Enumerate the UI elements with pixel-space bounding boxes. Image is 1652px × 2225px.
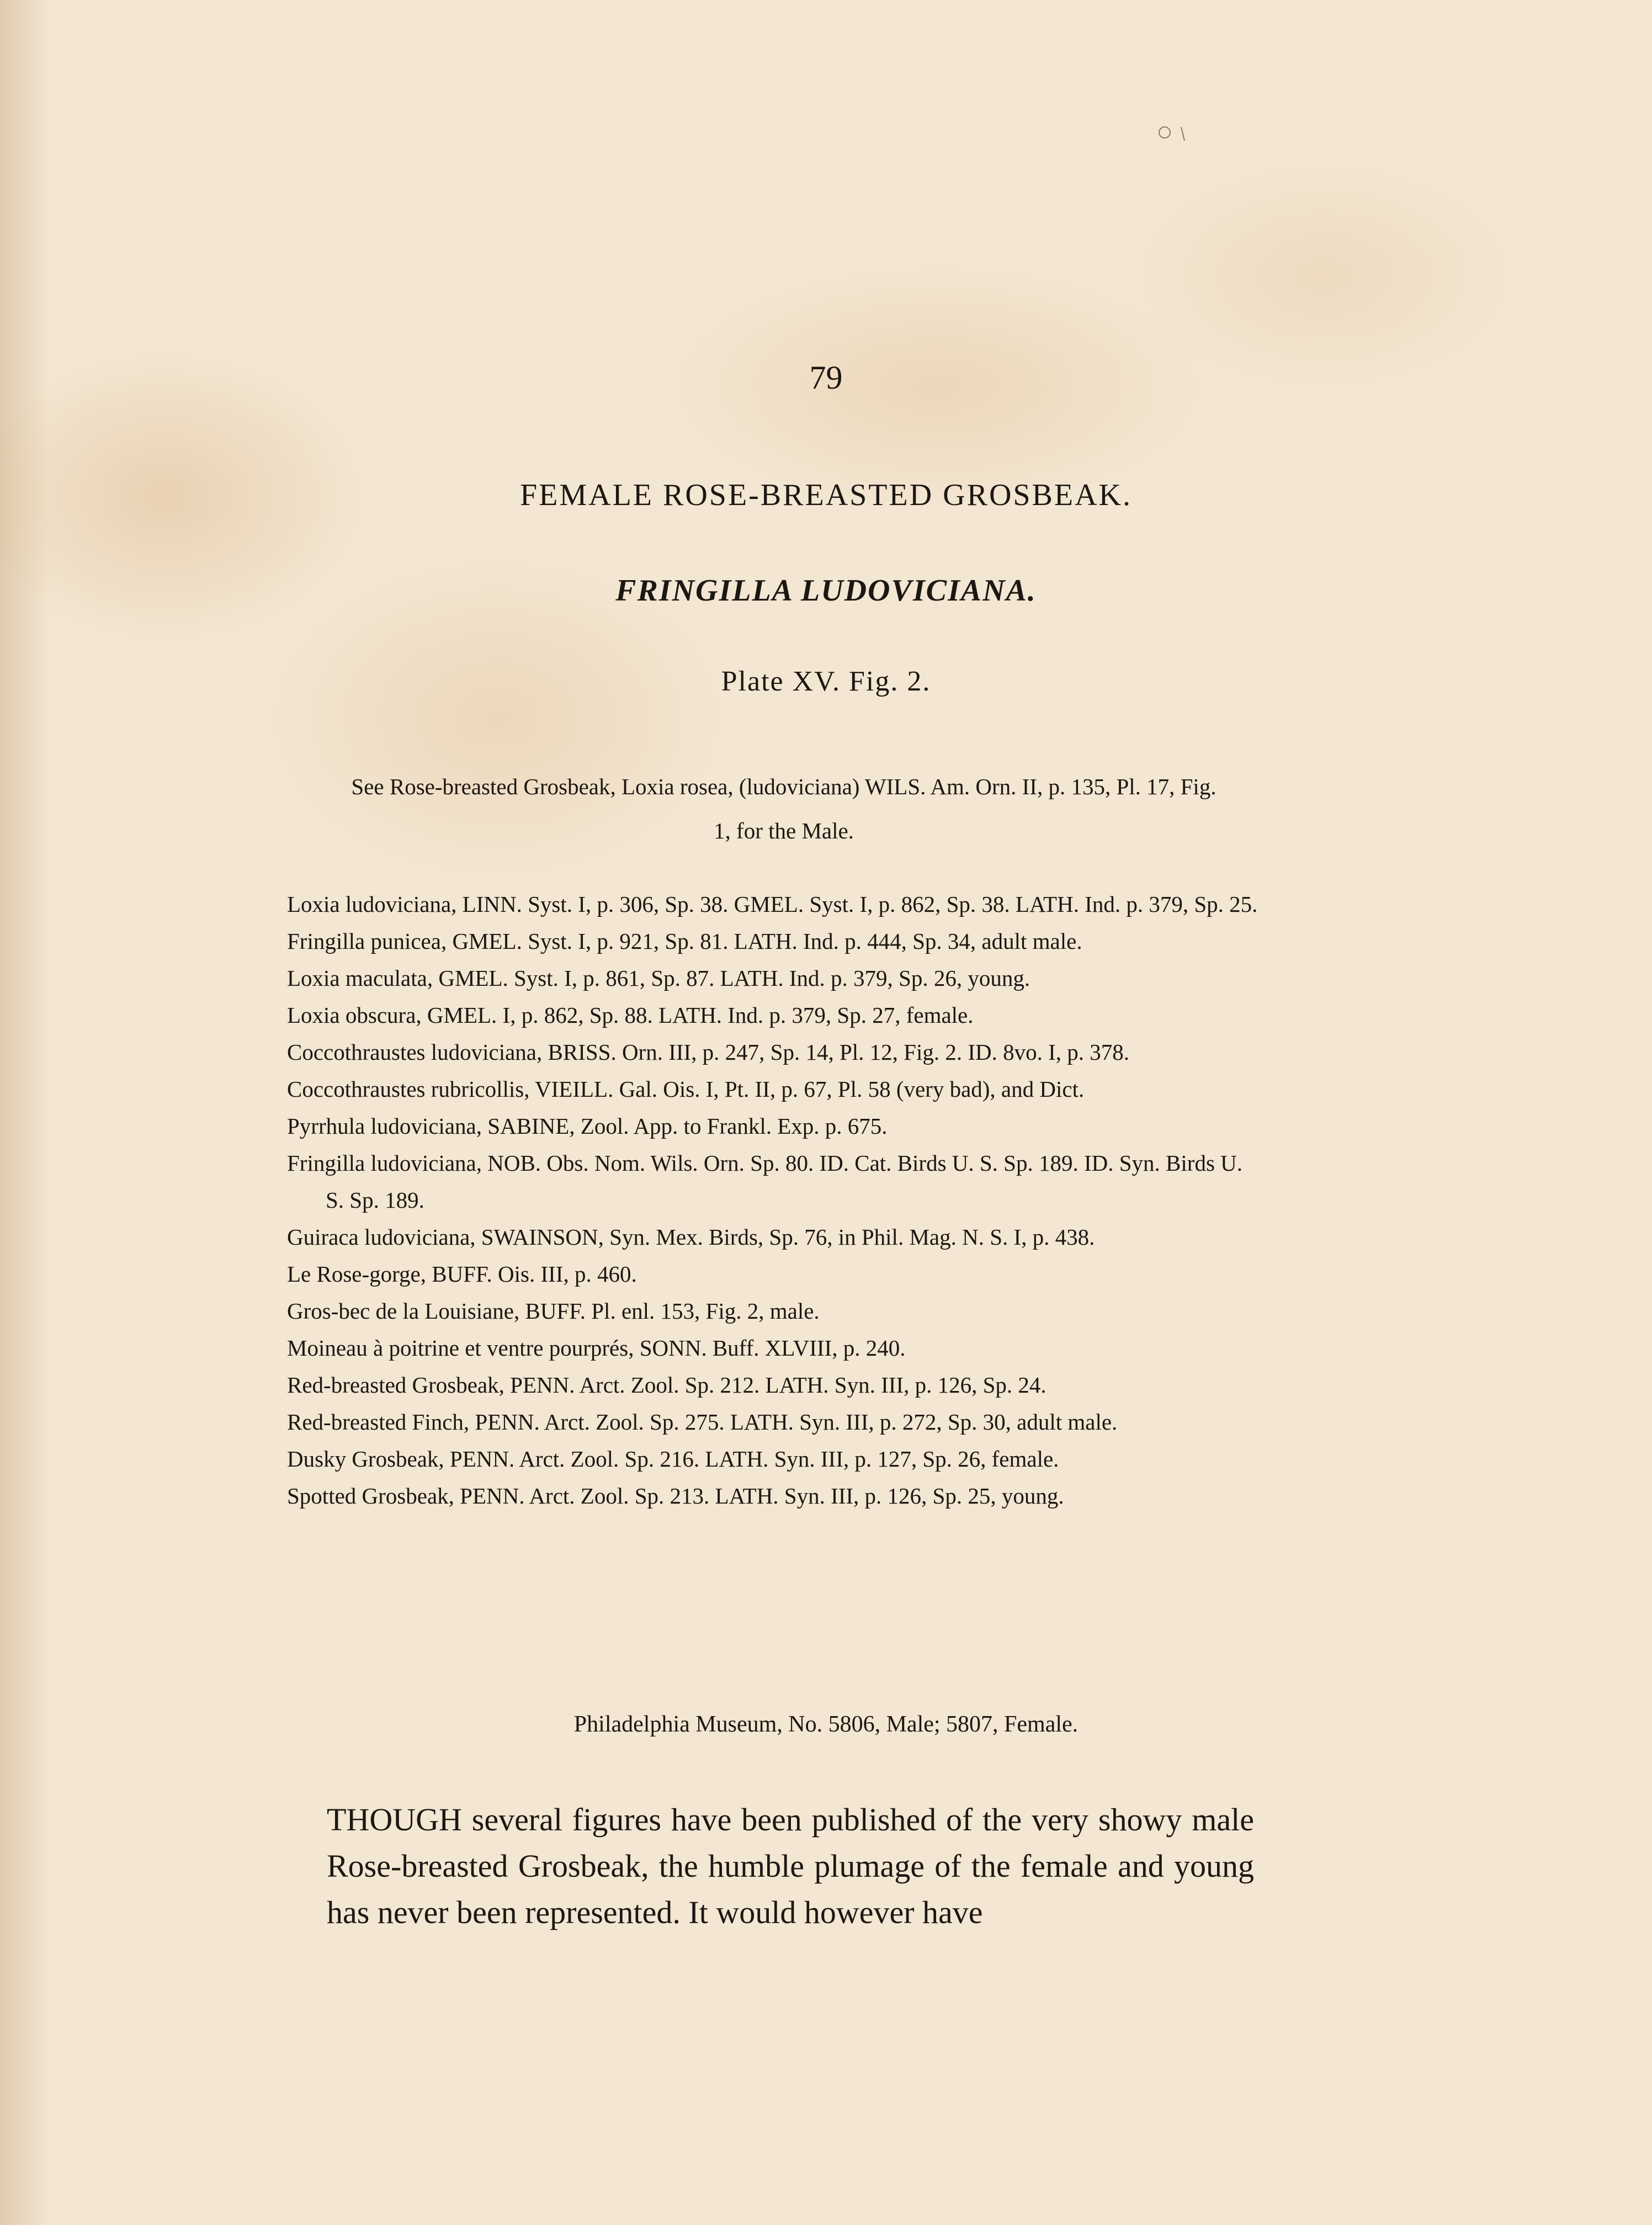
plate-reference: Plate XV. Fig. 2. xyxy=(721,666,931,697)
synonym-entry: Le Rose-gorge, BUFF. Ois. III, p. 460. xyxy=(287,1261,637,1287)
synonym-entry: Red-breasted Grosbeak, PENN. Arct. Zool. Sp. 212. LATH. Syn. III, p. 126, Sp. 24. xyxy=(287,1372,1047,1398)
margin-mark xyxy=(1148,119,1198,152)
see-note: See Rose-breasted Grosbeak, Loxia rosea, (ludoviciana) WILS. Am. Orn. II, p. 135, Pl. 17, Fig. 1, for the Male. xyxy=(351,774,1217,843)
synonym-entry: Spotted Grosbeak, PENN. Arct. Zool. Sp. 213. LATH. Syn. III, p. 126, Sp. 25, young. xyxy=(287,1483,1064,1509)
synonym-entry: Guiraca ludoviciana, SWAINSON, Syn. Mex. Birds, Sp. 76, in Phil. Mag. N. S. I, p. 438. xyxy=(287,1224,1095,1250)
synonym-entry: Red-breasted Finch, PENN. Arct. Zool. Sp. 275. LATH. Syn. III, p. 272, Sp. 30, adult male. xyxy=(287,1409,1118,1435)
species-name: FRINGILLA LUDOVICIANA. xyxy=(615,573,1037,608)
synonym-entry: Loxia maculata, GMEL. Syst. I, p. 861, Sp. 87. LATH. Ind. p. 379, Sp. 26, young. xyxy=(287,965,1030,991)
museum-reference: Philadelphia Museum, No. 5806, Male; 5807, Female. xyxy=(573,1712,1079,1737)
body-paragraph: THOUGH several figures have been published of the very showy male Rose-breasted Grosbeak, the humble plumage of the female and young has never been represented. It would however have xyxy=(327,1802,1254,1930)
synonym-entry: Dusky Grosbeak, PENN. Arct. Zool. Sp. 216. LATH. Syn. III, p. 127, Sp. 26, female. xyxy=(287,1446,1059,1472)
synonym-entry: Fringilla ludoviciana, NOB. Obs. Nom. Wils. Orn. Sp. 80. ID. Cat. Birds U. S. Sp. 189. ID. Syn. Birds U. S. Sp. 189. xyxy=(287,1150,1243,1213)
synonym-entry: Pyrrhula ludoviciana, SABINE, Zool. App. to Frankl. Exp. p. 675. xyxy=(287,1113,888,1139)
synonym-entry: Loxia obscura, GMEL. I, p. 862, Sp. 88. LATH. Ind. p. 379, Sp. 27, female. xyxy=(287,1002,974,1028)
synonym-entry: Coccothraustes ludoviciana, BRISS. Orn. III, p. 247, Sp. 14, Pl. 12, Fig. 2. ID. 8vo. I, p. 378. xyxy=(287,1039,1130,1065)
page-title: FEMALE ROSE-BREASTED GROSBEAK. xyxy=(520,478,1132,512)
synonym-entry: Fringilla punicea, GMEL. Syst. I, p. 921, Sp. 81. LATH. Ind. p. 444, Sp. 34, adult male. xyxy=(287,928,1082,954)
synonym-entry: Loxia ludoviciana, LINN. Syst. I, p. 306, Sp. 38. GMEL. Syst. I, p. 862, Sp. 38. LATH. Ind. p. 379, Sp. 25. xyxy=(287,891,1258,917)
synonym-entry: Moineau à poitrine et ventre pourprés, SONN. Buff. XLVIII, p. 240. xyxy=(287,1335,906,1361)
synonym-entry: Coccothraustes rubricollis, VIEILL. Gal. Ois. I, Pt. II, p. 67, Pl. 58 (very bad), and Dict. xyxy=(287,1076,1085,1102)
page-number: 79 xyxy=(809,359,843,396)
synonym-entry: Gros-bec de la Louisiane, BUFF. Pl. enl. 153, Fig. 2, male. xyxy=(287,1298,820,1324)
synonymy-list xyxy=(287,886,1258,1515)
